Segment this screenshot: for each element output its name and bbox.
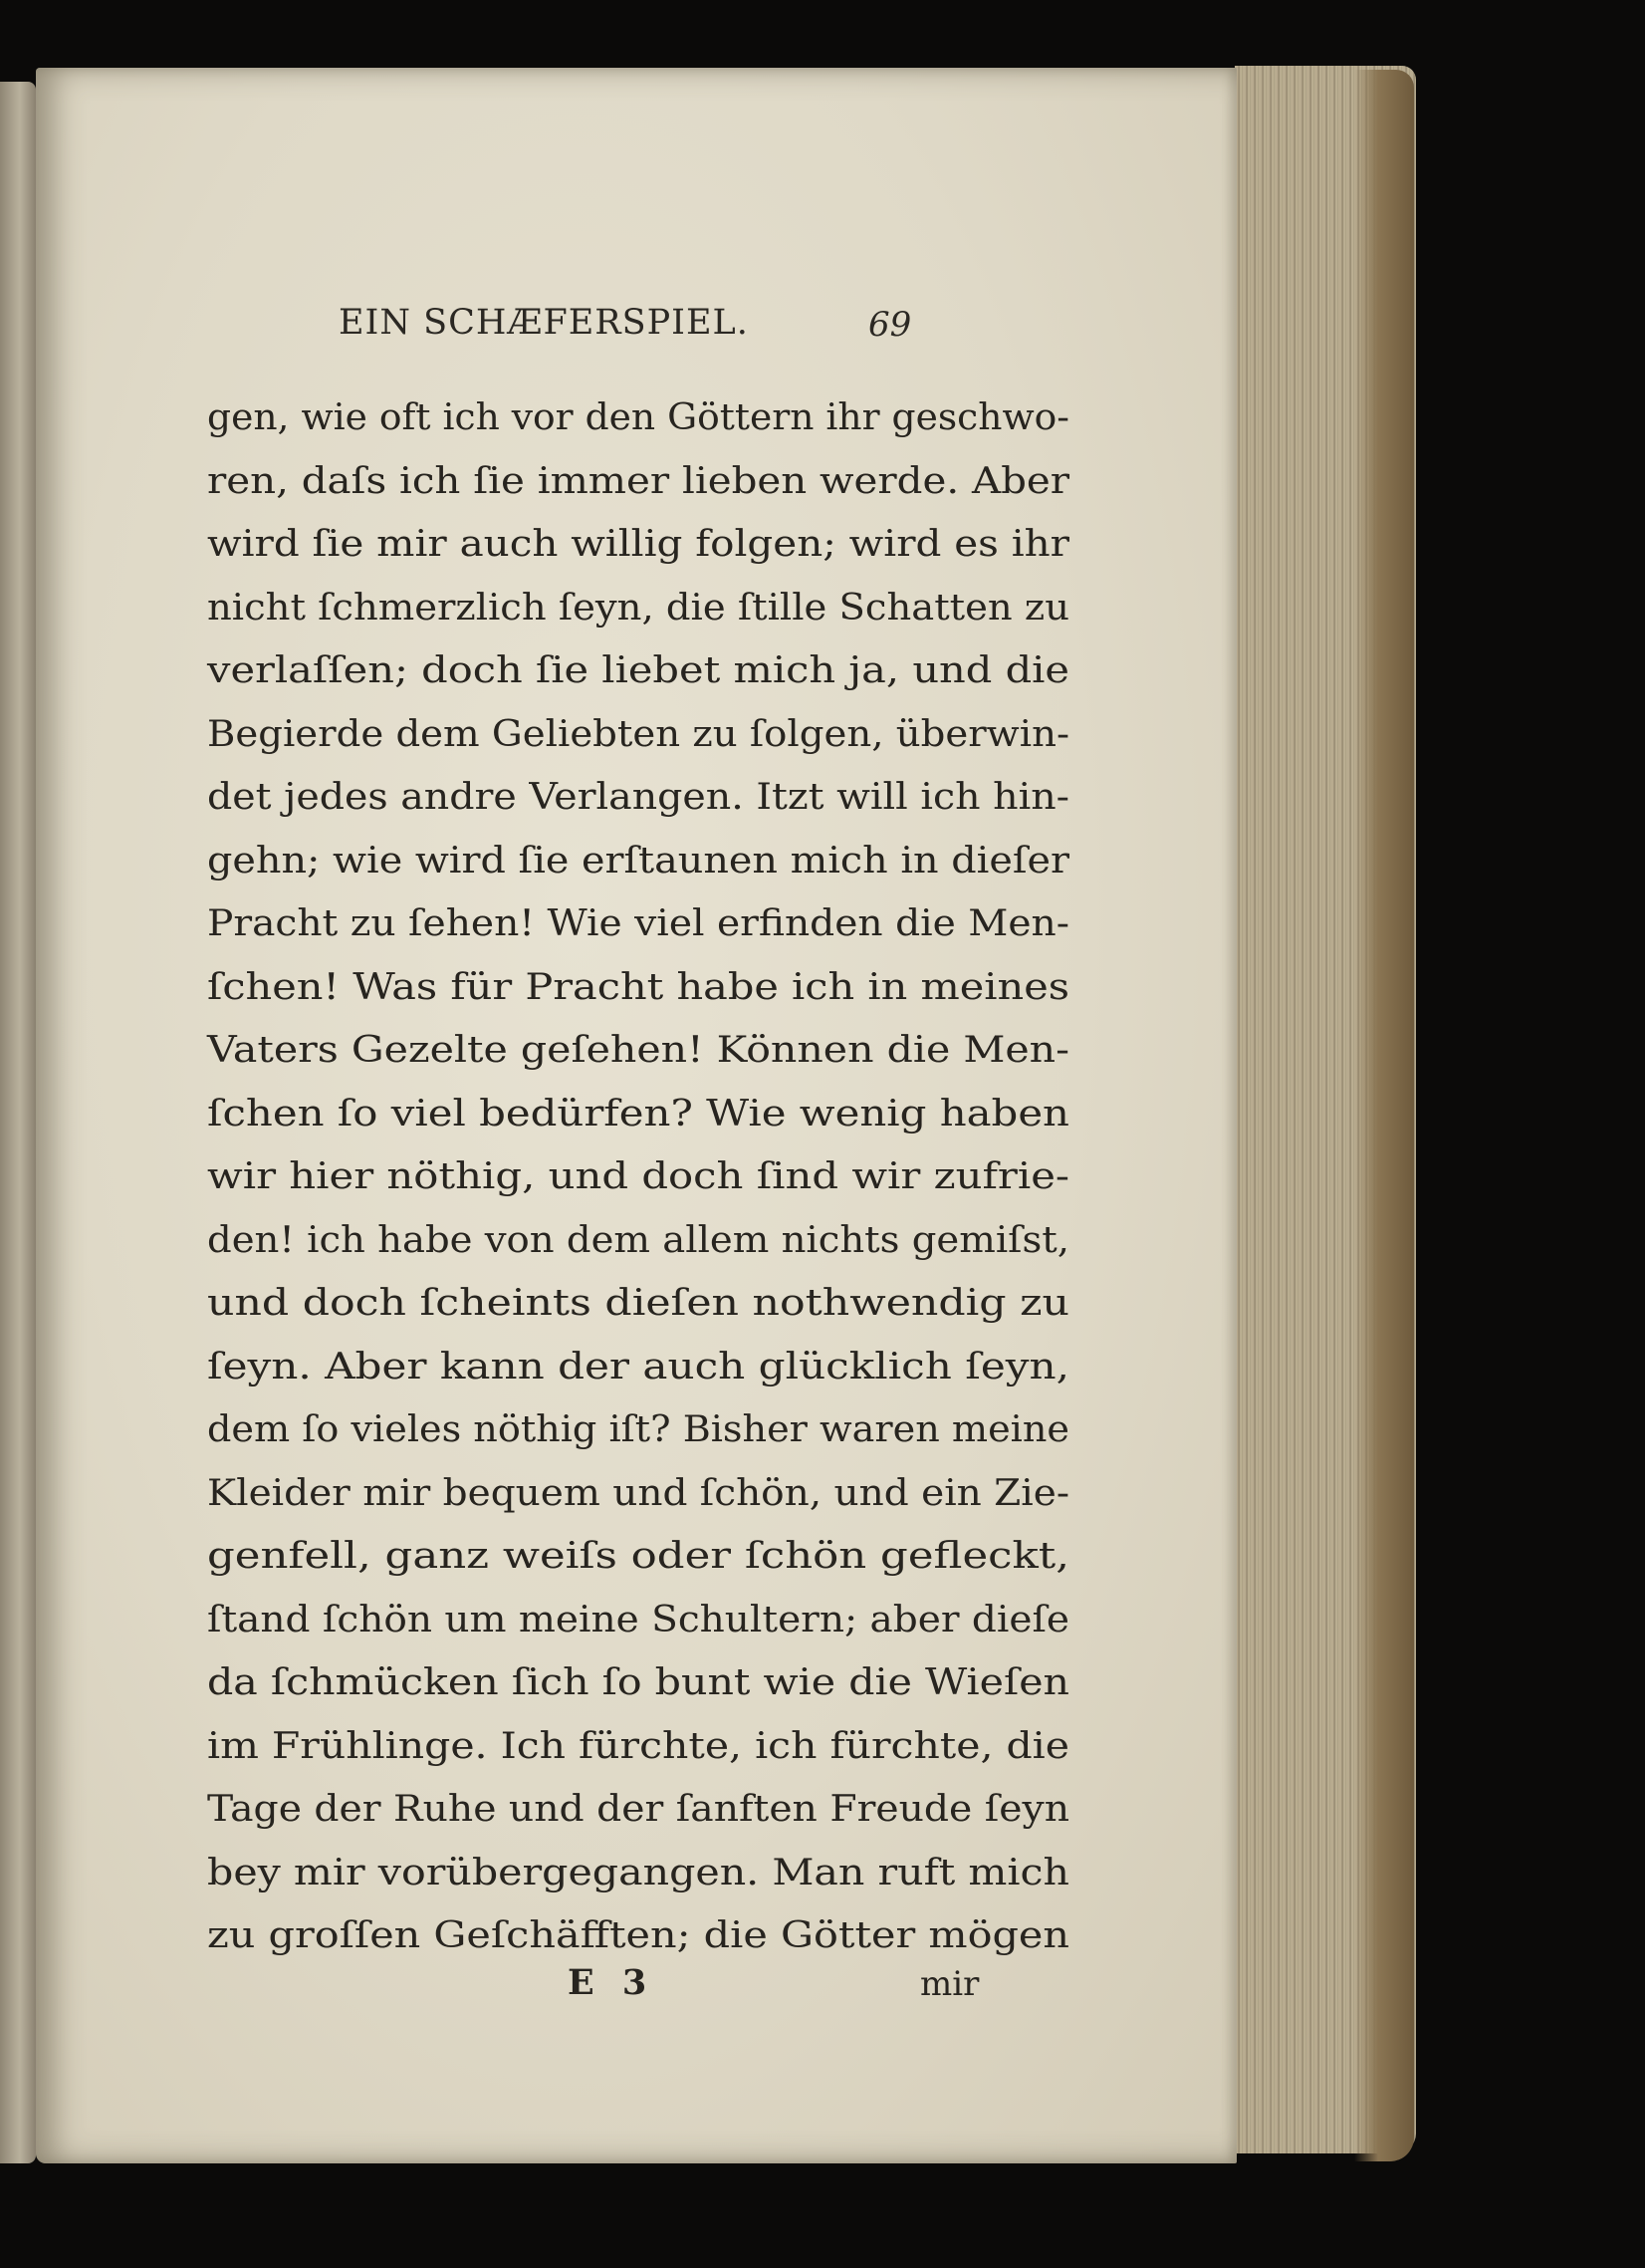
text-line: gen, wie oft ich vor den Göttern ihr geschwo-	[207, 397, 1069, 438]
book-cover-edge	[1354, 70, 1414, 2161]
text-line: zu groſſen Geſchäfften; die Götter mögen	[207, 1915, 1069, 1956]
text-line: nicht ſchmerzlich ſeyn, die ſtille Schatten zu	[207, 587, 1069, 629]
body-text	[207, 386, 1069, 1968]
text-line: und doch ſcheints dieſen nothwendig zu	[207, 1283, 1069, 1324]
text-line: wir hier nöthig, und doch ſind wir zufrie-	[207, 1156, 1069, 1197]
text-line: gehn; wie wird ſie erſtaunen mich in dieſer	[207, 840, 1069, 882]
text-line: genfell, ganz weiſs oder ſchön gefleckt,	[207, 1536, 1069, 1577]
text-line: ſchen! Was für Pracht habe ich in meines	[207, 966, 1069, 1008]
text-line: ſeyn. Aber kann der auch glücklich ſeyn,	[207, 1346, 1069, 1387]
text-line: ren, daſs ich ſie immer lieben werde. Aber	[207, 460, 1069, 502]
text-line: Tage der Ruhe und der ſanften Freude ſeyn	[207, 1789, 1069, 1830]
text-line: den! ich habe von dem allem nichts gemiſst,	[207, 1219, 1069, 1261]
text-line: ſtand ſchön um meine Schultern; aber dieſe	[207, 1599, 1069, 1640]
text-line: dem ſo vieles nöthig iſt? Bisher waren meine	[207, 1409, 1069, 1450]
text-line: wird ſie mir auch willig folgen; wird es ihr	[207, 524, 1069, 565]
running-head	[36, 303, 1237, 363]
running-head-title: EIN SCHÆFERSPIEL.	[339, 303, 749, 343]
text-line: Kleider mir bequem und ſchön, und ein Zie-	[207, 1472, 1069, 1514]
text-line: bey mir vorübergegangen. Man ruft mich	[207, 1852, 1069, 1893]
page-number: 69	[868, 305, 912, 345]
text-line: im Frühlinge. Ich fürchte, ich fürchte, die	[207, 1725, 1069, 1767]
text-line: da ſchmücken ſich ſo bunt wie die Wieſen	[207, 1662, 1069, 1703]
catchword: mir	[920, 1964, 980, 2004]
previous-page-edge	[0, 82, 36, 2163]
text-line: Pracht zu ſehen! Wie viel erfinden die Men-	[207, 903, 1069, 944]
page-footer	[36, 1962, 1237, 2022]
text-line: ſchen ſo viel bedürfen? Wie wenig haben	[207, 1093, 1069, 1134]
text-line: Begierde dem Geliebten zu ſolgen, überwin-	[207, 713, 1069, 755]
text-line: det jedes andre Verlangen. Itzt will ich hin-	[207, 777, 1069, 818]
book-page	[36, 68, 1237, 2163]
text-line: verlaſſen; doch ſie liebet mich ja, und die	[207, 650, 1069, 691]
signature-mark: E 3	[568, 1962, 655, 2003]
text-line: Vaters Gezelte geſehen! Können die Men-	[207, 1030, 1069, 1071]
